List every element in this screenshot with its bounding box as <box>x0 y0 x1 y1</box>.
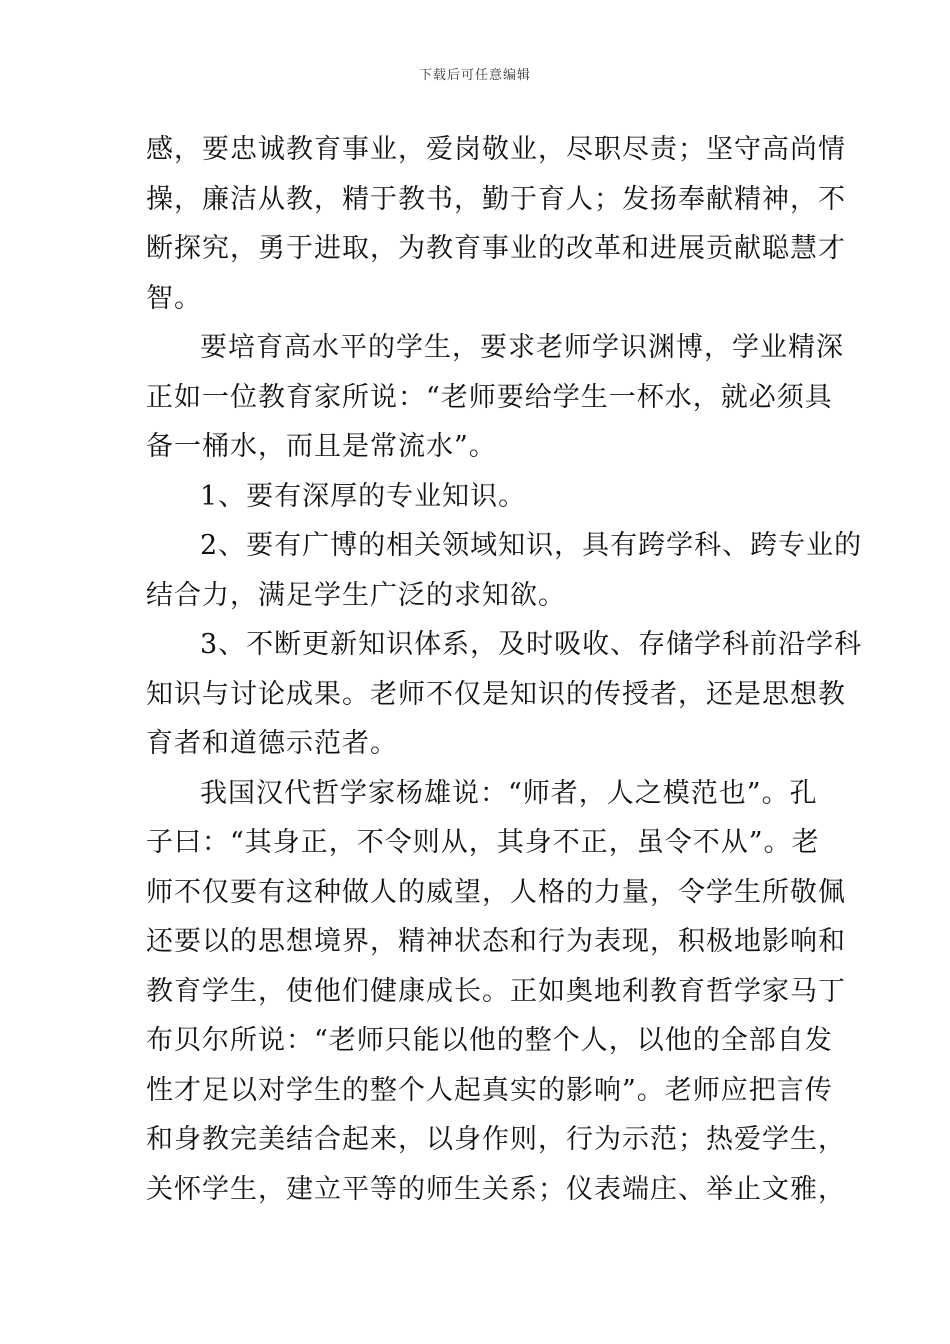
text-line: 智。 <box>146 282 202 314</box>
text-line: 感，要忠诚教育事业，爱岗敬业，尽职尽责；坚守高尚情 <box>146 134 846 165</box>
text-line: 子曰：“其身正，不令则从，其身不正，虽令不从”。老 <box>146 827 820 858</box>
text-line: 备一桶水，而且是常流水”。 <box>146 431 497 462</box>
text-line: 师不仅要有这种做人的威望，人格的力量，令学生所敬佩 <box>146 876 846 908</box>
text-line: 知识与讨论成果。老师不仅是知识的传授者，还是思想教 <box>146 678 846 710</box>
list-item-2: 2、要有广博的相关领域知识，具有跨学科、跨专业的 <box>200 530 863 561</box>
document-body <box>146 125 863 1214</box>
text-line: 和身教完美结合起来，以身作则，行为示范；热爱学生， <box>146 1124 846 1155</box>
list-item-1: 1、要有深厚的专业知识。 <box>200 480 527 512</box>
text-line: 关怀学生，建立平等的师生关系；仪表端庄、举止文雅， <box>146 1173 846 1205</box>
page-header: 下载后可任意编辑 <box>418 68 531 83</box>
text-line: 结合力，满足学生广泛的求知欲。 <box>146 579 566 611</box>
paragraph-first-line: 我国汉代哲学家杨雄说：“师者，人之模范也”。孔 <box>200 777 818 809</box>
list-item-3: 3、不断更新知识体系，及时吸收、存储学科前沿学科 <box>200 629 863 660</box>
text-line: 操，廉洁从教，精于教书，勤于育人；发扬奉献精神，不 <box>146 183 846 215</box>
text-line: 断探究，勇于进取，为教育事业的改革和进展贡献聪慧才 <box>146 233 846 264</box>
text-line: 育者和道德示范者。 <box>146 728 398 759</box>
text-line: 正如一位教育家所说：“老师要给学生一杯水，就必须具 <box>146 381 833 413</box>
text-line: 还要以的思想境界，精神状态和行为表现，积极地影响和 <box>146 926 846 957</box>
text-line: 布贝尔所说：“老师只能以他的整个人，以他的全部自发 <box>146 1025 833 1056</box>
text-line: 性才足以对学生的整个人起真实的影响”。老师应把言传 <box>146 1074 833 1106</box>
paragraph-first-line: 要培育高水平的学生，要求老师学识渊博，学业精深 <box>200 332 844 363</box>
text-line: 教育学生，使他们健康成长。正如奥地利教育哲学家马丁 <box>146 975 846 1007</box>
